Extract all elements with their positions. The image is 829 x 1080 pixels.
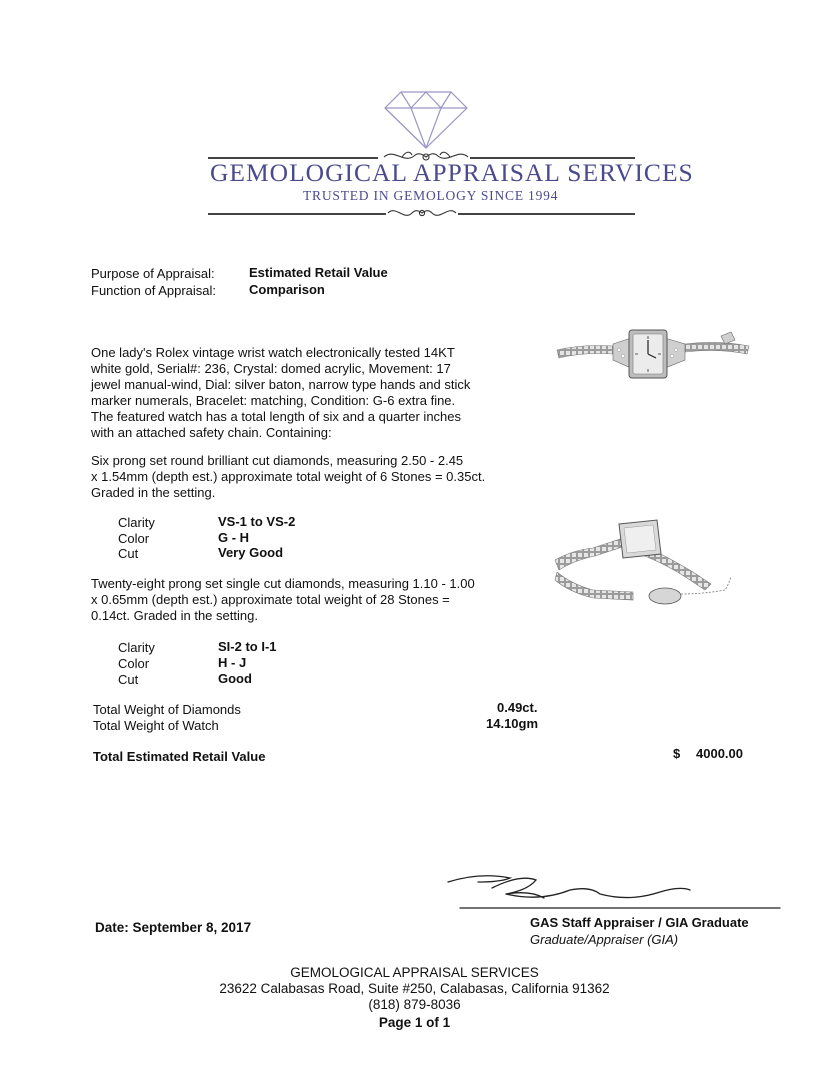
appraisal-date: Date: September 8, 2017 bbox=[95, 920, 252, 935]
footer-phone: (818) 879-8036 bbox=[368, 997, 461, 1012]
stones-1-color-value: G - H bbox=[218, 530, 250, 545]
purpose-value: Estimated Retail Value bbox=[249, 265, 388, 280]
stones-2-cut-value: Good bbox=[218, 671, 252, 686]
stones-1-clarity-label: Clarity bbox=[118, 515, 155, 530]
company-logo-title: GEMOLOGICAL APPRAISAL SERVICES bbox=[210, 158, 694, 187]
stones-group-2-description bbox=[91, 576, 531, 624]
stones-1-line: x 1.54mm (depth est.) approximate total weight of 6 Stones = 0.35ct. bbox=[91, 469, 486, 484]
function-label: Function of Appraisal: bbox=[91, 283, 217, 298]
description-line: jewel manual-wind, Dial: silver baton, narrow type hands and stick bbox=[91, 377, 471, 392]
watch-front-image bbox=[553, 320, 753, 400]
stones-2-line: x 0.65mm (depth est.) approximate total weight of 28 Stones = bbox=[91, 592, 450, 607]
stones-2-clarity-label: Clarity bbox=[118, 640, 155, 655]
description-line: white gold, Serial#: 236, Crystal: domed acrylic, Movement: 17 bbox=[91, 361, 451, 376]
stones-1-line: Six prong set round brilliant cut diamonds, measuring 2.50 - 2.45 bbox=[91, 453, 464, 468]
appraiser-signature-icon bbox=[440, 868, 785, 918]
stones-1-line: Graded in the setting. bbox=[91, 485, 216, 500]
total-diamonds-label: Total Weight of Diamonds bbox=[93, 702, 241, 717]
header-rule-bottom-right bbox=[458, 213, 635, 215]
footer-address: 23622 Calabasas Road, Suite #250, Calabasas, California 91362 bbox=[219, 981, 610, 996]
currency-symbol: $ bbox=[673, 746, 681, 761]
function-value: Comparison bbox=[249, 282, 325, 297]
stones-1-cut-label: Cut bbox=[118, 546, 139, 561]
stones-2-cut-label: Cut bbox=[118, 672, 139, 687]
header-rule-bottom-left bbox=[208, 213, 386, 215]
description-line: with an attached safety chain. Containing: bbox=[91, 425, 332, 440]
description-line: The featured watch has a total length of six and a quarter inches bbox=[91, 409, 462, 424]
stones-2-color-label: Color bbox=[118, 656, 150, 671]
total-watch-label: Total Weight of Watch bbox=[93, 718, 219, 733]
stones-1-cut-value: Very Good bbox=[218, 545, 284, 560]
company-tagline: TRUSTED IN GEMOLOGY SINCE 1994 bbox=[303, 188, 559, 203]
total-watch-value: 14.10gm bbox=[486, 716, 539, 731]
appraiser-title: GAS Staff Appraiser / GIA Graduate bbox=[530, 915, 749, 930]
stones-2-clarity-value: SI-2 to I-1 bbox=[218, 639, 277, 654]
item-description bbox=[91, 345, 531, 441]
description-line: One lady's Rolex vintage wrist watch electronically tested 14KT bbox=[91, 345, 455, 360]
description-line: marker numerals, Bracelet: matching, Condition: G-6 extra fine. bbox=[91, 393, 456, 408]
stones-1-color-label: Color bbox=[118, 531, 150, 546]
ornament-bottom-icon bbox=[386, 203, 458, 223]
stones-1-clarity-value: VS-1 to VS-2 bbox=[218, 514, 296, 529]
stones-group-1-description bbox=[91, 453, 531, 501]
total-retail-label: Total Estimated Retail Value bbox=[93, 749, 266, 764]
stones-2-color-value: H - J bbox=[218, 655, 247, 670]
footer-page-number: Page 1 of 1 bbox=[378, 1015, 451, 1030]
stones-2-line: Twenty-eight prong set single cut diamonds, measuring 1.10 - 1.00 bbox=[91, 576, 475, 591]
total-diamonds-value: 0.49ct. bbox=[497, 700, 538, 715]
purpose-label: Purpose of Appraisal: bbox=[91, 266, 215, 281]
footer-company: GEMOLOGICAL APPRAISAL SERVICES bbox=[290, 965, 539, 980]
stones-2-line: 0.14ct. Graded in the setting. bbox=[91, 608, 258, 623]
diamond-logo-icon bbox=[383, 90, 469, 150]
watch-back-image bbox=[553, 510, 753, 620]
total-retail-value: 4000.00 bbox=[696, 746, 743, 761]
appraiser-subtitle: Graduate/Appraiser (GIA) bbox=[530, 932, 679, 947]
